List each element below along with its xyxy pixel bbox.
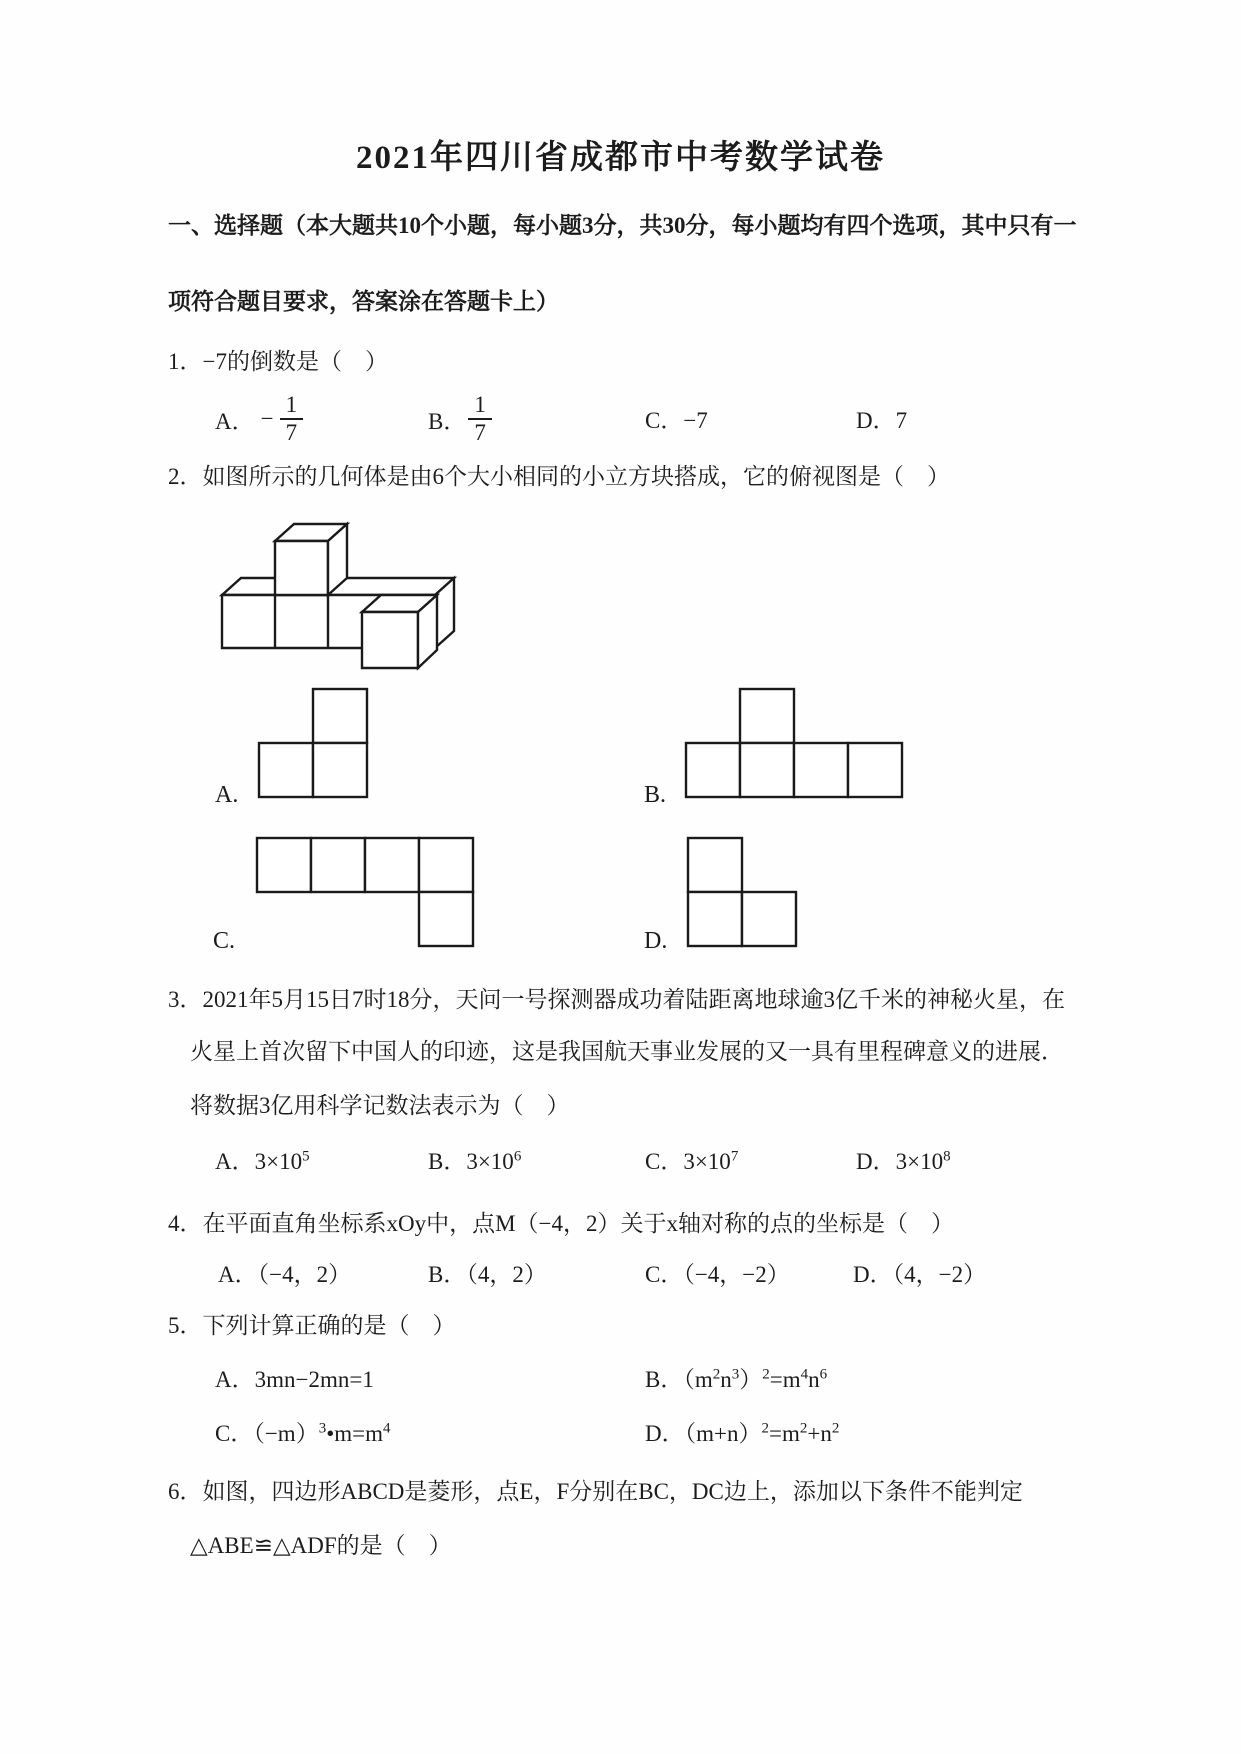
q2-top-view-option-d-figure [686, 836, 798, 948]
q3-stem-line1: 3．2021年5月15日7时18分，天问一号探测器成功着陆距离地球逾3亿千米的神秘火星，在 [168, 987, 1065, 1012]
fraction-denominator: 7 [285, 420, 298, 445]
q4-option-d: D．（4，−2） [853, 1262, 987, 1287]
q1-option-a-label: A． [215, 408, 255, 434]
q3-option-c: C．$3\times 10^7$ [645, 1148, 739, 1174]
fraction-numerator: 1 [280, 392, 304, 420]
section-header-line1: 一、选择题（本大题共10个小题，每小题3分，共30分，每小题均有四个选项，其中只有一 [168, 213, 1077, 238]
q5-stem: 5．下列计算正确的是（ ） [168, 1313, 456, 1338]
q4-stem: 4．在平面直角坐标系xOy中，点M（−4，2）关于x轴对称的点的坐标是（ ） [168, 1211, 955, 1236]
fraction-numerator: 1 [468, 392, 492, 420]
q3-option-a: A．$3\times 10^5$ [215, 1148, 310, 1174]
q3-stem-line2: 火星上首次留下中国人的印迹，这是我国航天事业发展的又一具有里程碑意义的进展． [190, 1039, 1064, 1064]
q5-option-d: D．$(m+n)^2=m^2+n^2$ [645, 1420, 840, 1446]
q2-stem: 2．如图所示的几何体是由6个大小相同的小立方块搭成，它的俯视图是（ ） [168, 464, 950, 489]
q2-top-view-option-a-figure [257, 687, 369, 799]
q3-option-b: B．$3\times 10^6$ [428, 1148, 522, 1174]
q4-option-a: A．（−4，2） [218, 1262, 352, 1287]
q5-option-c: C．$(-m)^3•m=m^4$ [215, 1420, 391, 1446]
q2-top-view-option-b-figure [684, 687, 906, 799]
q4-option-b: B．（4，2） [428, 1262, 547, 1287]
fraction-denominator: 7 [474, 420, 486, 445]
q1-option-b-fraction [468, 392, 492, 446]
q1-option-d: D．7 [856, 408, 908, 433]
q5-option-b: B．$(m^2n^3)^2=m^4n^6$ [645, 1366, 828, 1392]
q1-option-a-fraction [280, 392, 304, 446]
q1-option-b-label: B． [428, 408, 467, 434]
q2-option-a-label: A. [215, 782, 239, 808]
q3-option-d: D．$3\times 10^8$ [856, 1148, 951, 1174]
q1-stem: 1．−7的倒数是（ ） [168, 349, 388, 374]
q2-solid-cubes-figure [195, 475, 465, 685]
q4-option-c: C．（−4，−2） [645, 1262, 790, 1287]
q6-stem-line2: △ABE≌△ADF的是（ ） [190, 1533, 452, 1558]
exam-title: 2021年四川省成都市中考数学试卷 [356, 140, 885, 176]
q2-option-d-label: D. [644, 928, 668, 954]
q5-option-a: A．3mn−2mn=1 [215, 1367, 374, 1392]
q3-stem-line3: 将数据3亿用科学记数法表示为（ ） [190, 1093, 570, 1118]
q2-option-c-label: C. [213, 928, 236, 954]
q1-option-a [215, 389, 303, 449]
q1-option-a-minus-sign: − [260, 406, 274, 431]
q1-option-c: C．−7 [645, 408, 708, 433]
section-header-line2: 项符合题目要求，答案涂在答题卡上） [168, 289, 559, 314]
q2-option-b-label: B. [644, 782, 667, 808]
q6-stem-line1: 6．如图，四边形ABCD是菱形，点E，F分别在BC，DC边上，添加以下条件不能判定 [168, 1479, 1023, 1504]
q2-top-view-option-c-figure [255, 836, 477, 948]
q1-option-b [428, 389, 492, 449]
